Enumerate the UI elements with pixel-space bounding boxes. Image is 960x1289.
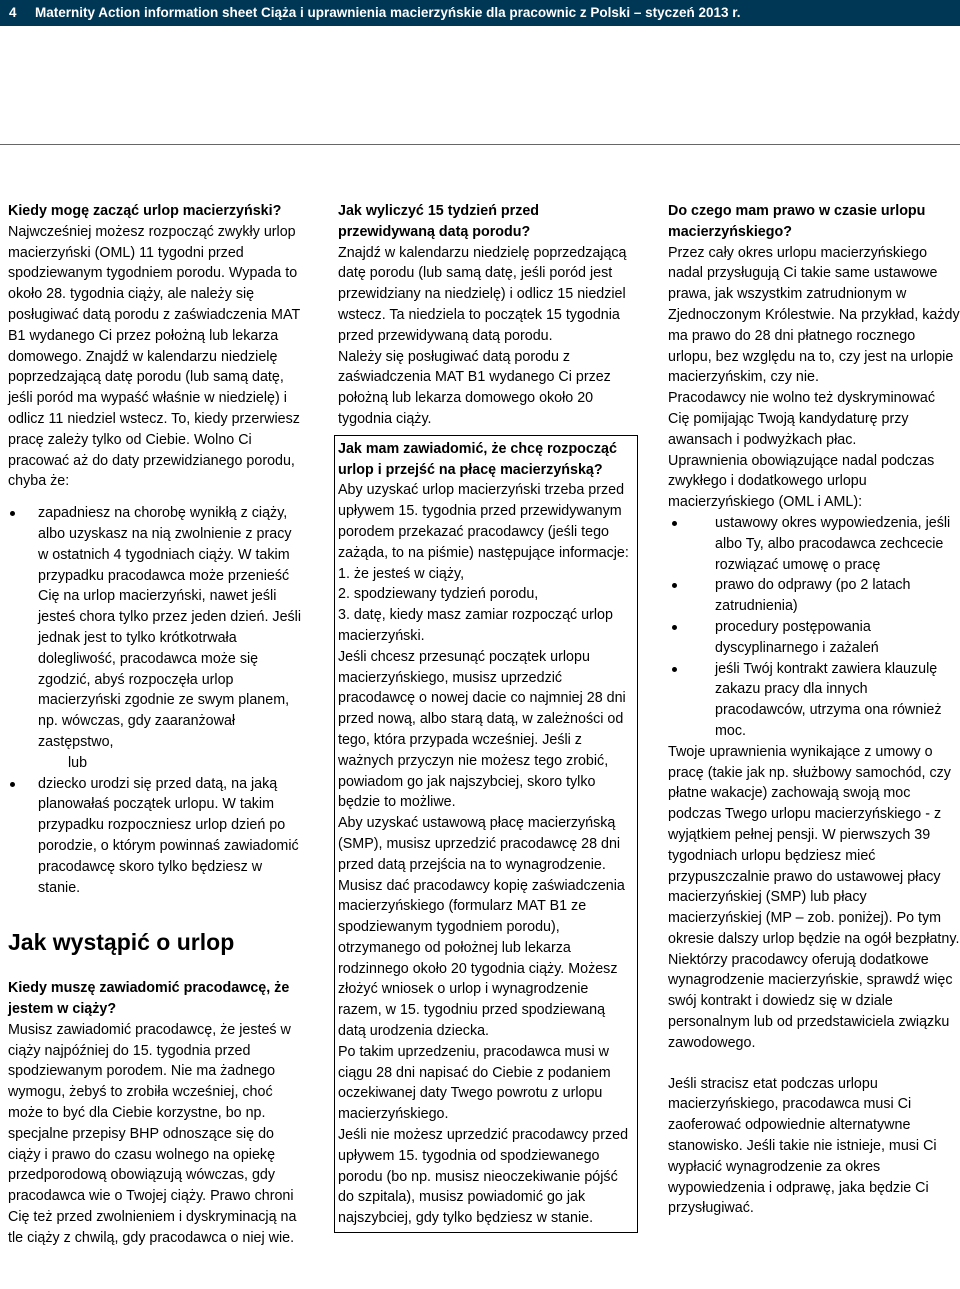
heading-notify-employer: Kiedy muszę zawiadomić pracodawcę, że jestem w ciąży? [8,980,290,1018]
column-right [668,201,960,1219]
paragraph-count-15-weeks: Znajdź w kalendarzu niedzielę poprzedzającą datę porodu (lub samą datę, jeśli poród jest przewidziany na niedzielę) i odlicz 15 niedziel wstecz. Ta niedziela to początek 15 tygodnia przed przewidywaną datą porodu. [338,244,627,344]
paragraph-redundancy: Jeśli stracisz etat podczas urlopu macierzyńskiego, pracodawca musi Ci zaoferować odpowiednie alternatywne stanowisko. Jeśli takie nie istnieje, musi Ci wypłacić wynagrodzenie za okres wypowiedzenia i odprawę, jaka będzie Ci przysługiwać. [668,1075,937,1217]
paragraph-contract-rights: Twoje uprawnienia wynikające z umowy o pracę (takie jak np. służbowy samochód, czy płatne wakacje) zachowają swoją moc podczas Twego urlopu macierzyńskiego - z wyjątkiem pełnej pensji. W pierwszych 39 tygodniach urlopu będziesz mieć przypuszczalnie prawo do ustawowej płacy macierzyńskiej (SMP) lub płacy macierzyńskiej (MP – zob. poniżej). Po tym okresie dalszy urlop będzie na ogół bezpłatny. Niektórzy pracodawcy oferują dodatkowe wynagrodzenie macierzyńskie, sprawdź więc swój kontrakt i dowiedz się w dziale personalnym lub od przedstawiciela związku zawodowego. [668,743,960,1051]
section-title-apply: Jak wystąpić o urlop [8,929,235,956]
column-left [8,201,304,1249]
heading-count-15-weeks: Jak wyliczyć 15 tydzień przed przewidywaną datą porodu? [338,203,540,240]
list-item: jeśli Twój kontrakt zawiera klauzulę zakazu pracy dla innych pracodawców, utrzyma ona również moc. [668,659,960,742]
heading-how-notify: Jak mam zawiadomić, że chcę rozpocząć urlop i przejść na płacę macierzyńską? [338,440,617,478]
paragraph-when-start-leave: Najwcześniej możesz rozpocząć zwykły urlop macierzyński (OML) 11 tygodni przed spodziewanym tygodniem porodu. Wypada to około 28. tygodnia ciąży, ale należy się posługiwać datą porodu z zaświadczenia MAT B1 wydanego Ci przez położną lub lekarza domowego. Znajdź w kalendarzu niedzielę poprzedzającą datę porodu (lub samą datę, jeśli poród ma wypaść właśnie w niedzielę) i odlicz 11 niedziel wstecz. To, kiedy przerwiesz pracę zależy tylko od Ciebie. Wolno Ci pracować aż do daty przewidzianego porodu, chyba że: [8,223,300,490]
list-item: zapadniesz na chorobę wynikłą z ciąży, albo uzyskasz na nią zwolnienie z pracy w ostatnich 4 tygodniach ciąży. W takim przypadku pracodawca może przenieść Cię na urlop macierzyński, nawet jeśli jesteś chora tylko przez jeden dzień. Jeśli jednak jest to tylko krótkotrwała dolegliwość, pracodawca może się zgodzić, abyś rozpoczęła urlop macierzyński zgodnie ze swym planem, np. wówczas, gdy zaaranżował zastępstwo, [8,503,304,753]
list-item: procedury postępowania dyscyplinarnego i zażaleń [668,617,960,659]
spacer [668,1054,960,1074]
numbered-item: 3. datę, kiedy masz zamiar rozpocząć urlop macierzyński. [338,607,613,644]
rights-list [668,513,960,742]
paragraph-late-notice: Jeśli nie możesz uprzedzić pracodawcy przed upływem 15. tygodnia od spodziewanego porodu (bo np. musisz nieoczekiwanie pójść do szpitala), musisz powiadomić go jak najszybciej, gdy tylko będziesz w stanie. [338,1127,629,1227]
list-item: ustawowy okres wypowiedzenia, jeśli albo Ty, albo pracodawca zechcecie rozwiązać umowę o pracę [668,513,960,575]
paragraph-no-discrimination: Pracodawcy nie wolno też dyskryminować Cię pomijając Twoją kandydaturę przy awansach i podwyżkach płac. [668,390,935,448]
heading-when-start-leave: Kiedy mogę zacząć urlop macierzyński? [8,203,282,219]
page-header [0,0,960,26]
list-separator-or: lub [68,754,88,771]
paragraph-mat-b1: Należy się posługiwać datą porodu z zaświadczenia MAT B1 wydanego Ci przez położną lub lekarza domowego około 20 tygodnia ciąży. [338,348,611,427]
paragraph-ongoing-rights: Uprawnienia obowiązujące nadal podczas zwykłego i dodatkowego urlopu macierzyńskiego (OML i AML): [668,452,935,511]
conditions-list [8,503,304,898]
notification-box [334,435,638,1233]
numbered-item: 2. spodziewany tydzień porodu, [338,586,539,603]
header-title: Maternity Action information sheet Ciąża i uprawnienia macierzyńskie dla pracownic z Polski – styczeń 2013 r. [35,5,741,20]
list-item: prawo do odprawy (po 2 latach zatrudnienia) [668,575,960,617]
list-item: dziecko urodzi się przed datą, na jaką planowałaś początek urlopu. W takim przypadku rozpoczniesz urlop dzień po porodzie, o którym powinnaś zawiadomić pracodawcę skoro tylko będziesz w stanie. [8,774,304,899]
column-middle [338,201,638,1233]
paragraph-employer-reply: Po takim uprzedzeniu, pracodawca musi w ciągu 28 dni napisać do Ciebie z podaniem oczekiwanej daty Twego powrotu z urlopu macierzyńskiego. [338,1043,611,1123]
numbered-item: 1. że jesteś w ciąży, [338,565,465,582]
page-number: 4 [9,5,17,20]
paragraph-change-date: Jeśli chcesz przesunąć początek urlopu macierzyńskiego, musisz uprzedzić pracodawcę o nowej dacie co najmniej 28 dni przed nową, albo starą datą, w zależności od tego, która przypada wcześniej. Jeśli z ważnych przyczyn nie możesz tego zrobić, powiadom go jak najszybciej, skoro tylko będzie to możliwe. [338,648,626,811]
paragraph-notify-employer: Musisz zawiadomić pracodawcę, że jesteś w ciąży najpóźniej do 15. tygodnia przed spodziewanym porodem. Nie ma żadnego wymogu, żebyś to zrobiła wcześniej, choć może to być dla Ciebie korzystne, bo np. specjalne przepisy BHP odnoszące się do ciąży i prawo do czasu wolnego na opiekę przedporodową obowiązują wówczas, gdy pracodawca wie o Twojej ciąży. Prawo chroni Cię też przed zwolnieniem i dyskryminacją na tle ciąży z chwilą, gdy pracodawca o niej wie. [8,1021,297,1246]
paragraph-statutory-rights: Przez cały okres urlopu macierzyńskiego nadal przysługują Ci takie same ustawowe prawa, jak wszystkim zatrudnionym w Zjednoczonym Królestwie. Na przykład, każdy ma prawo do 28 dni płatnego rocznego urlopu, bez względu na to, czy jest na urlopie macierzyńskim, czy nie. [668,244,960,386]
header-divider [0,144,960,145]
heading-rights-during-leave: Do czego mam prawo w czasie urlopu macierzyńskiego? [668,203,926,240]
paragraph-required-info: Aby uzyskać urlop macierzyński trzeba przed upływem 15. tygodnia przed przewidywanym porodem przekazać pracodawcy (jeśli tego zażąda, to na piśmie) następujące informacje: [338,482,629,561]
paragraph-smp: Aby uzyskać ustawową płacę macierzyńską (SMP), musisz uprzedzić pracodawcę 28 dni przed datą przejścia na to wynagrodzenie. Musisz dać pracodawcy kopię zaświadczenia macierzyńskiego (formularz MAT B1 ze spodziewanym tygodniem porodu), otrzymanego od położnej lub lekarza rodzinnego około 20 tygodnia ciąży. Możesz złożyć wniosek o urlop i wynagrodzenie razem, w 15. tygodniu przed spodziewaną datą urodzenia dziecka. [338,815,625,1040]
